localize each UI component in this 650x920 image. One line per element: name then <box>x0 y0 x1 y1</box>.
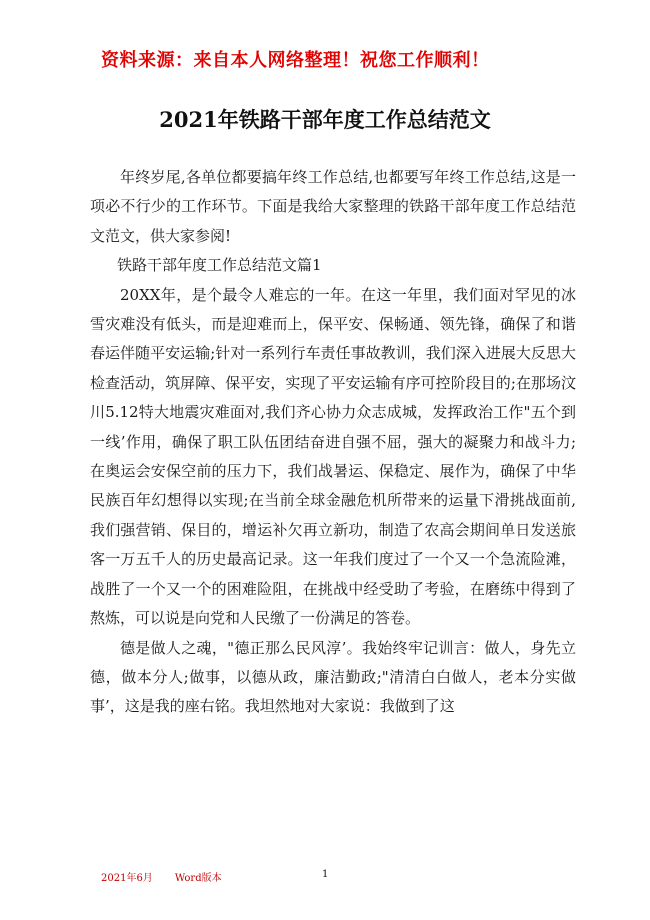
document-body <box>90 163 576 722</box>
body-paragraph: 德是做人之魂，"德正那么民风淳’。我始终牢记训言：做人，身先立德，做本分人;做事，以德从政，廉洁勤政;"清清白白做人，老本分实做事’，这是我的座右铭。我坦然地对大家说：我做到了这 <box>90 638 576 716</box>
page-footer <box>101 869 222 884</box>
page-number: 1 <box>322 869 329 880</box>
section-heading: 铁路干部年度工作总结范文篇1 <box>117 256 322 275</box>
footer-version: Word版本 <box>174 873 222 884</box>
document-title: 2021年铁路干部年度工作总结范文 <box>159 107 491 132</box>
intro-paragraph: 年终岁尾,各单位都要搞年终工作总结,也都要写年终工作总结,这是一项必不行少的工作环节。下面是我给大家整理的铁路干部年度工作总结范文范文，供大家参阅! <box>90 168 576 245</box>
footer-date: 2021年6月 <box>101 873 153 884</box>
body-paragraph: 20XX年，是个最令人难忘的一年。在这一年里，我们面对罕见的冰雪灾难没有低头，而是迎难而上，保平安、保畅通、领先锋，确保了和谐春运伴随平安运输;针对一系列行车责任事故教训，我们深入进展大反思大检查活动，筑屏障、保平安，实现了平安运输有序可控阶段目的;在那场汶川5.12特大地震灾难面对,我们齐心协力众志成城，发挥政治工作"五个到一线’作用，确保了职工队伍团结奋进自强不屈，强大的凝聚力和战斗力;在奥运会安保空前的压力下，我们战暑运、保稳定、展作为，确保了中华民族百年幻想得以实现;在当前全球金融危机所带来的运量下滑挑战面前,我们强营销、保目的，增运补欠再立新功，制造了农高会期间单日发送旅客一万五千人的历史最高记录。这一年我们度过了一个又一个急流险滩，战胜了一个又一个的困难险阻，在挑战中经受助了考验，在磨练中得到了熬炼，可以说是向党和人民缴了一份满足的答卷。 <box>90 285 576 628</box>
source-banner: 资料来源：来自本人网络整理！祝您工作顺利！ <box>101 50 490 71</box>
